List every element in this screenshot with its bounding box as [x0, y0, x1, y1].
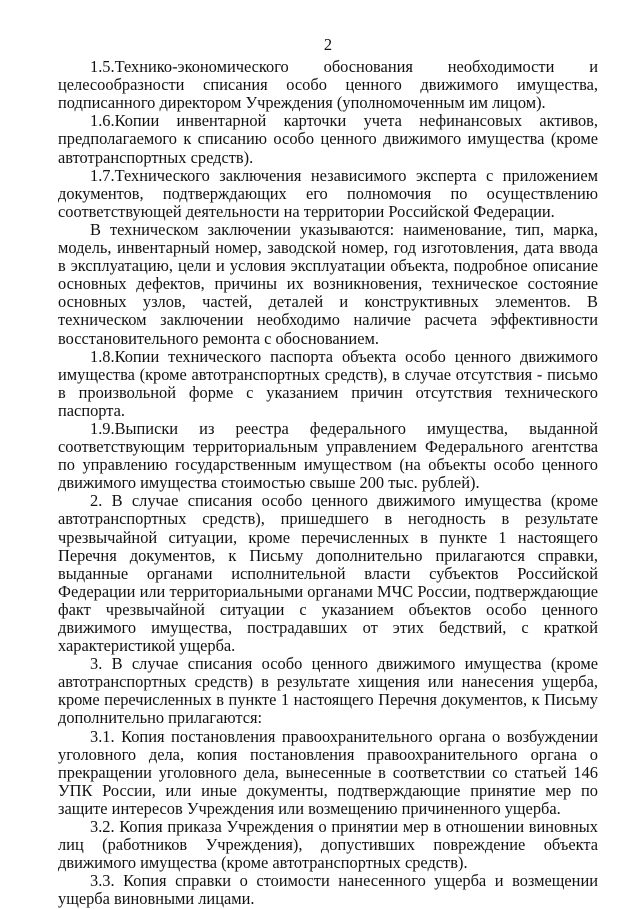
paragraph-1-5: 1.5.Технико-экономического обоснования необходимости и целесообразности списания особо ценного движимого имущества, подписанного директором Учреждения (уполномоченным им лицом).: [58, 57, 598, 113]
paragraph-1-6: 1.6.Копии инвентарной карточки учета нефинансовых активов, предполагаемого к списанию особо ценного движимого имущества (кроме автотранспортных средств).: [58, 111, 598, 167]
paragraph-3-3: 3.3. Копия справки о стоимости нанесенного ущерба и возмещении ущерба виновными лицами.: [58, 871, 598, 909]
paragraph-3-1: 3.1. Копия постановления правоохранительного органа о возбуждении уголовного дела, копия постановления правоохранительного органа о прекращении уголовного дела, вынесенные в соответствии со статьей 146 УПК России, или иные документы, подтверждающие принятие мер по защите интересов Учреждения или возмещению причиненного ущерба.: [58, 726, 598, 818]
page-number: 2: [323, 35, 333, 54]
paragraph-technical-conclusion: В техническом заключении указываются: наименование, тип, марка, модель, инвентарный номер, заводской номер, год изготовления, дата ввода в эксплуатацию, цели и условия эксплуатации объекта, подробное описание основных дефектов, причины их возникновения, техническое состояние основных узлов, частей, деталей и конструктивных элементов. В техническом заключении необходимо наличие расчета эффективности восстановительного ремонта с обоснованием.: [58, 219, 598, 348]
paragraph-3-2: 3.2. Копия приказа Учреждения о принятии мер в отношении виновных лиц (работников Учреждения), допустивших повреждение объекта движимого имущества (кроме автотранспортных средств).: [58, 817, 598, 873]
paragraph-1-9: 1.9.Выписки из реестра федерального имущества, выданной соответствующим территориальным управлением Федерального агентства по управлению государственным имуществом (на объекты особо ценного движимого имущества стоимостью свыше 200 тыс. рублей).: [58, 418, 598, 493]
paragraph-2: 2. В случае списания особо ценного движимого имущества (кроме автотранспортных средств), пришедшего в негодность в результате чрезвычайной ситуации, кроме перечисленных в пункте 1 настоящего Перечня документов, к Письму дополнительно прилагаются справки, выданные органами исполнительной власти субъектов Российской Федерации или территориальными органами МЧС России, подтверждающие факт чрезвычайной ситуации с указанием объектов особо ценного движимого имущества, пострадавших от этих бедствий, с краткой характеристикой ущерба.: [58, 491, 598, 656]
paragraph-1-8: 1.8.Копии технического паспорта объекта особо ценного движимого имущества (кроме автотранспортных средств), в случае отсутствия - письмо в произвольной форме с указанием причин отсутствия технического паспорта.: [58, 346, 598, 420]
document-page: [58, 36, 598, 909]
paragraph-1-7: 1.7.Технического заключения независимого эксперта с приложением документов, подтверждающих его полномочия по осуществлению соответствующей деятельности на территории Российской Федерации.: [58, 165, 598, 221]
paragraph-3: 3. В случае списания особо ценного движимого имущества (кроме автотранспортных средств) в результате хищения или нанесения ущерба, кроме перечисленных в пункте 1 настоящего Перечня документов, к Письму дополнительно прилагаются:: [58, 654, 598, 728]
